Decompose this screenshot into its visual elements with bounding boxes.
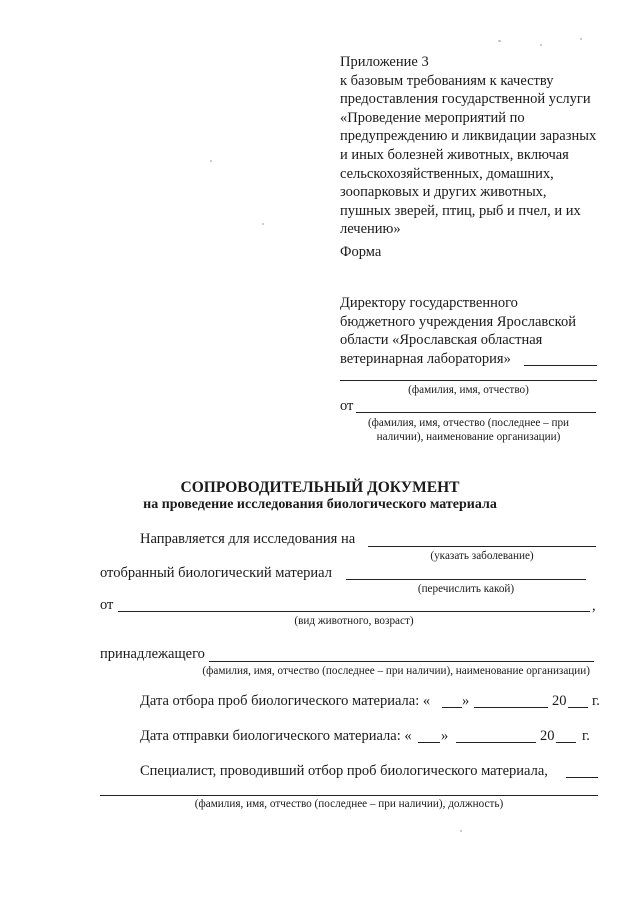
addressee-block [340,294,576,368]
ship-month-field[interactable] [456,742,536,743]
sample-month-field[interactable] [474,707,548,708]
annex-line: и иных болезней животных, включая [340,146,569,163]
director-name-caption: (фамилия, имя, отчество) [408,384,529,396]
specialist-label: Специалист, проводивший отбор проб биологического материала, [140,763,548,779]
ship-date-label: Дата отправки биологического материала: « [140,728,412,744]
document-subtitle: на проведение исследования биологического материала [143,497,497,512]
material-caption: (перечислить какой) [417,583,515,595]
annex-line: лечению» [340,221,401,238]
applicant-caption-line2: наличии), наименование организации) [376,431,561,443]
addressee-line: области «Ярославская областная [340,332,543,349]
annex-header [340,53,640,239]
sample-year-field[interactable] [568,707,588,708]
sample-day-field[interactable] [442,707,462,708]
material-label: отобранный биологический материал [100,565,332,581]
disease-field[interactable] [368,546,596,547]
ship-date-suffix: г. [582,728,590,744]
applicant-caption-line1: (фамилия, имя, отчество (последнее – при [367,417,570,429]
scan-speck [498,40,501,42]
sample-date-suffix: г. [592,693,600,709]
scan-speck [262,223,264,225]
scan-speck [210,160,212,162]
scan-speck [460,830,462,832]
annex-line: предоставления государственной услуги [340,91,591,108]
sample-date-year: 20 [552,693,567,709]
scan-speck [540,44,542,46]
scan-speck [580,38,582,40]
ship-date-quote: » [441,728,449,744]
owner-field[interactable] [209,661,594,662]
sent-for-label: Направляется для исследования на [140,531,356,547]
director-name-field-line2[interactable] [340,380,597,381]
disease-caption: (указать заболевание) [430,550,534,562]
addressee-line: ветеринарная лаборатория» [340,350,511,367]
specialist-field[interactable] [566,777,598,778]
animal-field-comma: , [592,598,596,614]
addressee-line: Директору государственного [340,295,518,311]
material-field[interactable] [346,579,586,580]
annex-line: сельскохозяйственных, домашних, [340,165,554,182]
ship-day-field[interactable] [418,742,440,743]
specialist-caption: (фамилия, имя, отчество (последнее – при наличии), должность) [194,798,504,810]
director-name-field[interactable] [524,365,597,366]
annex-line: «Проведение мероприятий по [340,109,525,126]
ship-year-field[interactable] [556,742,576,743]
sample-date-quote: » [462,693,470,709]
annex-line: предупреждению и ликвидации заразных [340,128,597,145]
document-title: СОПРОВОДИТЕЛЬНЫЙ ДОКУМЕНТ [180,479,460,496]
owner-caption: (фамилия, имя, отчество (последнее – при наличии), наименование организации) [202,665,590,677]
form-label: Форма [340,244,382,260]
animal-from-label: от [100,597,114,613]
annex-line: зоопарковых и других животных, [340,184,547,201]
specialist-field-line2[interactable] [100,795,598,796]
annex-line: к базовым требованиям к качеству [340,72,554,89]
annex-line: Приложение 3 [340,54,429,70]
animal-caption: (вид животного, возраст) [294,615,414,627]
applicant-field[interactable] [356,412,596,413]
animal-field[interactable] [118,611,590,612]
owner-label: принадлежащего [100,646,205,662]
from-label: от [340,398,354,414]
annex-line: пушных зверей, птиц, рыб и пчел, и их [340,202,581,219]
ship-date-year: 20 [540,728,555,744]
addressee-line: бюджетного учреждения Ярославской [340,313,576,330]
sample-date-label: Дата отбора проб биологического материала: « [140,693,431,709]
